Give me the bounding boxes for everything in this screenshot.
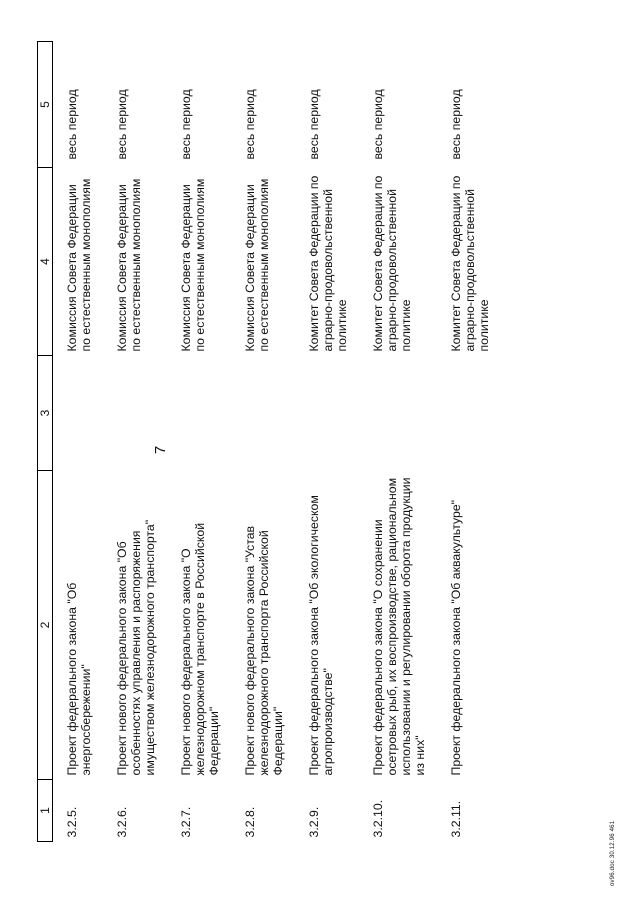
table-row — [295, 42, 359, 842]
item-title: Проект федерального закона "Об аквакультуре" — [449, 499, 463, 776]
column-number-header: 2 — [38, 471, 53, 780]
item-period: весь период — [65, 89, 79, 160]
item-title: Проект нового федерального закона "Устав железнодорожного транспорта Российской Федерации" — [243, 525, 285, 776]
column-number-row — [38, 42, 53, 842]
item-period: весь период — [449, 89, 463, 160]
column-number-header: 4 — [38, 168, 53, 356]
table-row — [359, 42, 437, 842]
table-row — [437, 42, 501, 842]
item-number: 3.2.5. — [65, 806, 79, 838]
item-number: 3.2.8. — [243, 806, 257, 838]
column-number-header: 3 — [38, 356, 53, 471]
item-committee: Комитет Совета Федерации по аграрно-продовольственной политике — [307, 175, 349, 352]
footer-file-code: ov96.doc 30.12.96 461 — [610, 820, 616, 886]
item-committee: Комиссия Совета Федерации по естественным монополиям — [179, 178, 207, 352]
table-row — [53, 42, 104, 842]
item-period: весь период — [371, 89, 385, 160]
item-committee: Комитет Совета Федерации по аграрно-продовольственной политике — [449, 175, 491, 352]
plan-table — [37, 41, 501, 842]
item-number: 3.2.9. — [307, 806, 321, 838]
item-number: 3.2.11. — [449, 800, 463, 838]
item-period: весь период — [115, 89, 129, 160]
item-responsible — [53, 356, 104, 471]
item-period: весь период — [307, 89, 321, 160]
item-committee: Комиссия Совета Федерации по естественным монополиям — [243, 178, 271, 352]
item-committee: Комиссия Совета Федерации по естественным монополиям — [65, 178, 93, 352]
item-title: Проект нового федерального закона "Об особенностях управления и распоряжения имуществом железнодорожного транспорта" — [115, 519, 157, 776]
column-number-header: 1 — [38, 780, 53, 842]
item-committee: Комитет Совета Федерации по аграрно-продовольственной политике — [371, 175, 413, 352]
item-number: 3.2.7. — [179, 806, 193, 838]
item-title: Проект федерального закона "Об экологическом агропроизводстве" — [307, 495, 335, 776]
item-number: 3.2.6. — [115, 806, 129, 838]
item-responsible — [231, 356, 295, 471]
table-row — [103, 42, 167, 842]
item-responsible — [103, 356, 167, 471]
item-number: 3.2.10. — [371, 799, 385, 838]
item-title: Проект федерального закона "О сохранении осетровых рыб, их воспроизводстве, рациональном использовании и регулировании оборота продукции из них" — [371, 477, 427, 776]
item-responsible — [437, 356, 501, 471]
column-number-header: 5 — [38, 42, 53, 168]
table-row — [167, 42, 231, 842]
item-responsible — [359, 356, 437, 471]
item-period: весь период — [243, 89, 257, 160]
item-responsible — [295, 356, 359, 471]
item-title: Проект нового федерального закона "О железнодорожном транспорте в Российской Федерации" — [179, 522, 221, 776]
item-period: весь период — [179, 89, 193, 160]
item-title: Проект федерального закона "Об энергосбережении" — [65, 582, 93, 776]
page-number: 7 — [152, 445, 169, 455]
table-row — [231, 42, 295, 842]
item-committee: Комиссия Совета Федерации по естественным монополиям — [115, 178, 143, 352]
item-responsible — [167, 356, 231, 471]
